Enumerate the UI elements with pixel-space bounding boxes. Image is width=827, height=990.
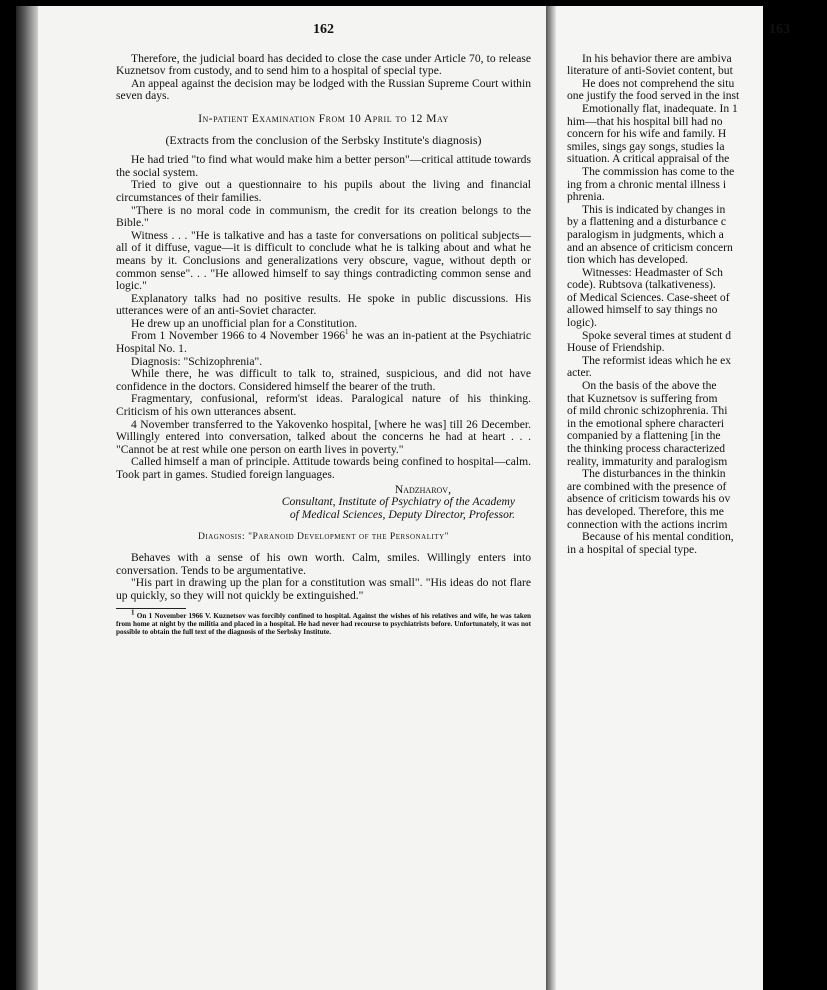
text-line: He does not comprehend the situ [582,76,735,90]
text-line: Because of his mental condition, [582,530,734,544]
paragraph: Behaves with a sense of his own worth. Calm, smiles. Willingly enters into conversation. Tends to be argumentative. [116,550,531,577]
footnote-marker: 1 [131,608,135,617]
text-line: of mild chronic schizophrenia. Thi [567,404,728,418]
paragraph: Fragmentary, confusional, reform'st ideas. Paralogical nature of his thinking. Criticism of his own utterances absent. [116,392,531,419]
text-line: This is indicated by changes in [582,202,726,216]
text-line: by a flattening and a disturbance c [567,215,727,229]
paragraph: He had tried "to find what would make him a better person"—critical attitude towards the social system. [116,153,531,179]
text-line: literature of anti-Soviet content, but [567,64,733,78]
paragraph: Explanatory talks had no positive results. He spoke in public discussions. His utterances were of an anti-Soviet character. [116,291,531,318]
text-line: logic). [567,316,597,330]
text-line: Witnesses: Headmaster of Sch [582,265,723,279]
book-binding [16,6,38,990]
text-line: the thinking process characterized [567,442,726,455]
text-line: and an absence of criticism concern [567,240,733,254]
signature-title: Consultant, Institute of Psychiatry of the Academy [281,495,515,509]
text-line: companied by a flattening [in the [567,429,721,443]
text-line: code). Rubtsova (talkativeness). [567,278,716,292]
page-number: 162 [313,22,334,37]
text-line: Spoke several times at student d [582,328,732,342]
text-line: The disturbances in the thinkin [582,467,726,481]
paragraph-text: he was an in-patient at the Psychiatric Hospital No. 1. [116,329,531,356]
text-line: ing from a chronic mental illness i [567,177,727,191]
signature-title: of Medical Sciences, Deputy Director, Professor. [289,507,515,521]
paragraph [116,330,531,355]
footnote [116,608,532,637]
text-line: acter. [567,366,592,380]
paragraph: An appeal against the decision may be lodged with the Russian Supreme Court within seven days. [116,76,531,103]
text-line: has developed. Therefore, this me [567,504,724,518]
text-line: reality, immaturity and paralogism [567,454,728,468]
signature-name: Nadzharov, [394,482,451,496]
text-line: On the basis of the above the [582,379,717,393]
text-line: phrenia. [567,190,605,204]
section-heading: In-patient Examination From 10 April to 12 May [198,112,449,125]
text-line: Emotionally flat, inadequate. In 1 [582,101,738,115]
text-line: In his behavior there are ambiva [582,51,732,65]
text-line: are combined with the presence of [567,479,727,493]
paragraph: "There is no moral code in communism, the credit for its creation belongs to the Bible." [116,203,531,230]
text-line: paralogism in judgments, which a [567,227,724,241]
paragraph: Witness . . . "He is talkative and has a taste for conversations on political subjects—all of it diffuse, vague—it is difficult to conclude what he is talking about and what he means by it. Conclusions and generalizations very obscure, vague, without depth or common sense". . . "He allowed himself to say things contradicting common sense and logic." [116,228,531,293]
text-line: smiles, sings gay songs, studies la [567,139,725,153]
text-line: that Kuznetsov is suffering from [567,391,718,405]
paragraph: 4 November transferred to the Yakovenko hospital, [where he was] till 26 December. Willingly entered into conversation, talked about the concerns he had at heart . . . "Cannot be at rest while one person on earth lives in poverty." [116,417,531,456]
paragraph: Diagnosis: "Schizophrenia". [131,354,263,368]
text-line: of Medical Sciences. Case-sheet of [567,290,730,304]
left-page-text [116,24,531,636]
text-line: situation. A critical appraisal of the [567,152,730,166]
left-page [16,6,546,990]
text-line: tion which has developed. [567,253,689,267]
diagnosis-heading: Diagnosis: "Paranoid Development of the Personality" [197,531,450,543]
text-line: in the emotional sphere characteri [567,416,725,430]
page-number: 163 [769,22,790,37]
right-page-lines [567,53,827,557]
right-page-text [567,24,827,556]
paragraph: He drew up an unofficial plan for a Constitution. [131,316,358,330]
footnote-text: On 1 November 1966 V. Kuznetsov was forcibly confined to hospital. Against the wishes of his relatives and wife, he was taken from home at night by the militia and placed in a hospital. He had never had recourse to psychiatrists before. Unfortunately, it was not possible to obtain the full text of the diagnosis of the Serbsky Institute. [116,612,532,637]
text-line: allowed himself to say things no [567,303,718,317]
section-subheading: (Extracts from the conclusion of the Serbsky Institute's diagnosis) [165,132,482,147]
paragraph: Tried to give out a questionnaire to his pupils about the living and financial circumstances of their families. [116,178,531,204]
text-line: in a hospital of special type. [567,542,698,556]
right-page [546,6,790,990]
paragraph: While there, he was difficult to talk to, strained, suspicious, and did not have confidence in the doctors. Considered himself the bearer of the truth. [116,367,531,393]
text-line: connection with the actions incrim [567,517,728,531]
paragraph: "His part in drawing up the plan for a constitution was small". "His ideas do not flare up quickly, so they will not quickly be extinguished." [116,576,531,602]
footnote-marker: 1 [345,328,349,337]
book-gutter [546,6,556,990]
footnote-rule [116,608,186,609]
text-line: The commission has come to the [582,164,735,178]
paragraph: Called himself a man of principle. Attitude towards being confined to hospital—calm. Took part in games. Studied foreign languages. [116,455,531,481]
text-line: him—that his hospital bill had no [567,114,723,128]
text-line: concern for his wife and family. H [567,127,727,141]
paragraph: Therefore, the judicial board has decided to close the case under Article 70, to release Kuznetsov from custody, and to send him to a hospital of special type. [116,51,531,78]
text-line: absence of criticism towards his ov [567,492,731,506]
text-line: The reformist ideas which he ex [582,353,732,367]
paragraph-text: From 1 November 1966 to 4 November 1966 [131,329,346,343]
text-line: House of Friendship. [567,341,665,355]
text-line: one justify the food served in the inst [567,89,740,103]
